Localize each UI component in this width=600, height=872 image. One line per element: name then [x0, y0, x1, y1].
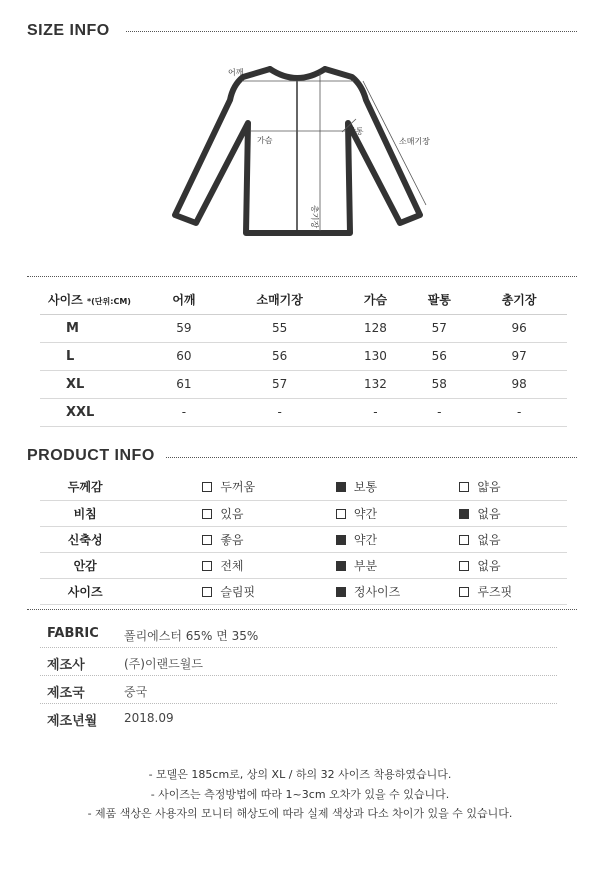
- armhole-label: 팔통: [348, 127, 364, 136]
- fabric-key: FABRIC: [47, 626, 99, 641]
- attribute-label: 비침: [40, 500, 130, 526]
- option-text: 루즈핏: [477, 584, 513, 599]
- sleeve-label: 소매기장: [399, 137, 430, 146]
- table-cell: 130: [344, 342, 408, 370]
- section-divider: [27, 276, 577, 277]
- option-text: 좋음: [220, 532, 244, 547]
- product-info-title: PRODUCT INFO: [27, 447, 159, 465]
- country-key: 제조국: [47, 686, 85, 701]
- armhole-header: 팔통: [407, 286, 471, 314]
- size-info-divider: [126, 31, 577, 32]
- shoulder-label: 어깨: [228, 68, 244, 77]
- table-cell: -: [344, 398, 408, 426]
- option-text: 정사이즈: [353, 584, 401, 599]
- option-text: 슬림핏: [220, 584, 256, 599]
- table-cell: 96: [471, 314, 567, 342]
- checkbox-checked-icon: [336, 482, 346, 492]
- table-cell: -: [407, 398, 471, 426]
- option: [421, 578, 567, 604]
- checkbox-icon: [459, 587, 469, 597]
- option: [421, 526, 567, 552]
- table-row: [40, 314, 567, 342]
- option-text: 얇음: [477, 480, 501, 495]
- checkbox-checked-icon: [336, 535, 346, 545]
- table-cell: 98: [471, 370, 567, 398]
- attribute-label: 사이즈: [40, 578, 130, 604]
- size-cell: XL: [40, 370, 152, 398]
- option: [276, 500, 422, 526]
- option-text: 약간: [353, 532, 378, 547]
- manufacture-date-key: 제조년월: [47, 714, 98, 729]
- checkbox-icon: [459, 535, 469, 545]
- manufacturer-row: [40, 649, 557, 676]
- attribute-row: [40, 552, 567, 578]
- section-divider: [27, 609, 577, 610]
- table-cell: 97: [471, 342, 567, 370]
- manufacturer-key: 제조사: [47, 658, 85, 673]
- size-table-header: [40, 286, 567, 314]
- product-info-divider: [166, 457, 577, 458]
- table-row: [40, 342, 567, 370]
- checkbox-icon: [202, 482, 212, 492]
- table-row: [40, 370, 567, 398]
- table-cell: 58: [407, 370, 471, 398]
- checkbox-icon: [202, 561, 212, 571]
- table-cell: -: [152, 398, 216, 426]
- size-cell: XXL: [40, 398, 152, 426]
- unit-note: *(단위:CM): [86, 297, 131, 307]
- checkbox-icon: [336, 509, 346, 519]
- option-text: 보통: [353, 480, 378, 495]
- jacket-measurement-diagram: [170, 55, 440, 245]
- option: [130, 474, 276, 500]
- option: [276, 526, 422, 552]
- option: [130, 500, 276, 526]
- chest-label: 가슴: [257, 136, 273, 145]
- attribute-row: [40, 474, 567, 500]
- table-cell: 128: [344, 314, 408, 342]
- option-text: 없음: [477, 532, 501, 547]
- size-header-label: 사이즈: [48, 293, 83, 308]
- attribute-label: 안감: [40, 552, 130, 578]
- checkbox-icon: [459, 561, 469, 571]
- note-measurement: - 사이즈는 측정방법에 따라 1~3cm 오차가 있을 수 있습니다.: [150, 788, 450, 801]
- checkbox-icon: [202, 535, 212, 545]
- size-cell: L: [40, 342, 152, 370]
- option: [276, 578, 422, 604]
- checkbox-icon: [202, 509, 212, 519]
- option: [130, 578, 276, 604]
- attribute-label: 신축성: [40, 526, 130, 552]
- fabric-value: 폴리에스터 65% 면 35%: [124, 629, 259, 643]
- option-text: 약간: [353, 506, 378, 521]
- size-header-cell: [40, 286, 152, 314]
- table-cell: 57: [407, 314, 471, 342]
- attribute-row: [40, 578, 567, 604]
- table-cell: 56: [216, 342, 344, 370]
- option: [421, 552, 567, 578]
- sleeve-header: 소매기장: [216, 286, 344, 314]
- size-table: [40, 286, 567, 427]
- option-text: 전체: [220, 558, 244, 573]
- note-model: - 모델은 185cm로, 상의 XL / 하의 32 사이즈 착용하였습니다.: [148, 768, 452, 781]
- table-cell: 61: [152, 370, 216, 398]
- option: [276, 474, 422, 500]
- table-cell: -: [216, 398, 344, 426]
- manufacture-date-value: 2018.09: [124, 711, 174, 725]
- option-text: 없음: [477, 558, 501, 573]
- checkbox-checked-icon: [336, 561, 346, 571]
- total-length-label: 총기장: [310, 205, 319, 229]
- table-cell: -: [471, 398, 567, 426]
- option-text: 있음: [220, 506, 244, 521]
- country-value: 중국: [124, 685, 148, 699]
- fabric-row: [40, 621, 557, 648]
- option-text: 없음: [477, 506, 501, 521]
- checkbox-checked-icon: [336, 587, 346, 597]
- product-attributes-table: [40, 474, 567, 605]
- option-text: 부분: [353, 558, 378, 573]
- option: [130, 552, 276, 578]
- total-length-header: 총기장: [471, 286, 567, 314]
- chest-header: 가슴: [344, 286, 408, 314]
- table-cell: 59: [152, 314, 216, 342]
- table-cell: 56: [407, 342, 471, 370]
- checkbox-checked-icon: [459, 509, 469, 519]
- table-cell: 60: [152, 342, 216, 370]
- attribute-row: [40, 526, 567, 552]
- table-row: [40, 398, 567, 426]
- jacket-outline: [170, 55, 440, 245]
- shoulder-header: 어깨: [152, 286, 216, 314]
- size-cell: M: [40, 314, 152, 342]
- checkbox-icon: [459, 482, 469, 492]
- option: [130, 526, 276, 552]
- option: [421, 500, 567, 526]
- option: [276, 552, 422, 578]
- manufacture-date-row: [40, 705, 557, 732]
- option: [421, 474, 567, 500]
- option-text: 두꺼움: [220, 480, 256, 495]
- size-info-title: SIZE INFO: [27, 22, 114, 40]
- manufacturer-value: (주)이랜드월드: [124, 657, 203, 671]
- checkbox-icon: [202, 587, 212, 597]
- table-cell: 57: [216, 370, 344, 398]
- attribute-label: 두께감: [40, 474, 130, 500]
- country-row: [40, 677, 557, 704]
- table-cell: 55: [216, 314, 344, 342]
- table-cell: 132: [344, 370, 408, 398]
- attribute-row: [40, 500, 567, 526]
- note-color: - 제품 색상은 사용자의 모니터 해상도에 따라 실제 색상과 다소 차이가 있을 수 있습니다.: [87, 807, 513, 820]
